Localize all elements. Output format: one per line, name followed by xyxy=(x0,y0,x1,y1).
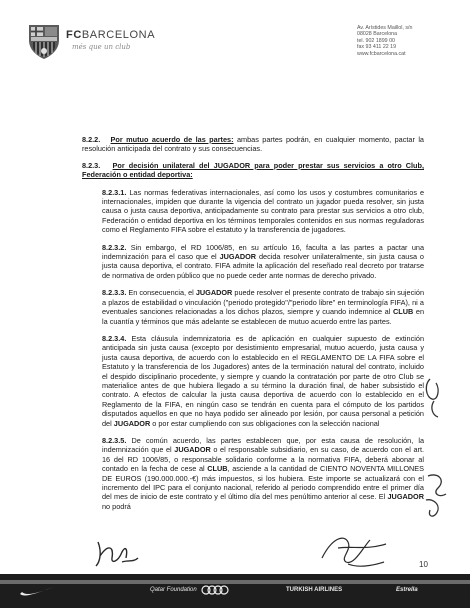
audi-rings-icon xyxy=(200,584,230,596)
sponsor-footer xyxy=(0,574,470,608)
handwritten-initial-icon xyxy=(420,470,454,520)
sponsor-qatar-foundation: Qatar Foundation xyxy=(150,587,197,593)
handwritten-signature-icon xyxy=(92,538,140,570)
page-number: 10 xyxy=(419,560,428,569)
clause-8-2-3-heading: 8.2.3. Por decisión unilateral del JUGADOR para poder prestar sus servicios a otro Club, Federación o entidad deportiva: xyxy=(82,160,424,180)
handwritten-initial-icon xyxy=(420,375,450,420)
handwritten-signature-icon xyxy=(318,528,390,572)
brand-wordmark: FCBARCELONA xyxy=(66,29,156,41)
sponsor-turkish-airlines: TURKISH AIRLINES xyxy=(286,587,343,593)
clause-8-2-3-1: 8.2.3.1. Las normas federativas internacionales, así como los usos y costumbres comunitarios e internacionales, impiden que durante la vigencia del contrato un jugador pueda resolver, sin justa causa o justa causa deportiva, anticipadamente su contrato para prestar sus servicios a otro club, Federación o entidad deportiva en los términos temporales contenidos en sus normas reguladoras como el Reglamento FIFA sobre el estatuto y la transferencia de jugadores. xyxy=(102,187,425,235)
clause-8-2-2: 8.2.2. Por mutuo acuerdo de las partes: ambas partes podrán, en cualquier momento, pactar la resolución anticipada del contrato y sus consecuencias. xyxy=(82,135,424,154)
sponsor-estrella: Estrella xyxy=(396,587,418,593)
clause-8-2-3-5: 8.2.3.5. De común acuerdo, las partes establecen que, por esta causa de resolución, la indemnización que el JUGADOR o el responsable subsidiario, en su caso, de acuerdo con el art. 16 del RD 1006/85, o responsable solidario conforme a la normativa FIFA, deberá abonar al contado en la fecha de cese al CLUB, asciende a la cantidad de CIENTO NOVENTA MILLONES DE EUROS (190.000.000.-€) más impuestos, si los hubiera. Este importe se actualizará con el incremento del IPC para el conjunto nacional, referido al periodo comprendido entre el primer día del mes de inicio de este contrato y el último día del mes penúltimo anterior al cese. El JUGADOR no podrá xyxy=(102,435,425,511)
clause-8-2-3-3: 8.2.3.3. En consecuencia, el JUGADOR puede resolver el presente contrato de trabajo sin sujeción a plazos de estabilidad o vinculación ("periodo protegido"/"periodo libre" en terminología FIFA), ni a eventuales sanciones relacionadas a los dichos plazos, siempre y cuando indemnice al CLUB en la cuantía y términos que más adelante se establecen de mutuo acuerdo entre las partes. xyxy=(102,288,425,326)
clause-8-2-3-4: 8.2.3.4. Esta cláusula indemnizatoria es de aplicación en cualquier supuesto de extinción anticipada sin justa causa (excepto por desistimiento empresarial, mutuo acuerdo, justa causa y justa causa deportiva, de acuerdo con lo establecido en el REGLAMENTO DE LA FIFA sobre el Estatuto y la transferencia de los Jugadores) antes de la terminación natural del contrato, incluido el despido disciplinario procedente, y siempre y cuando la contratación por parte de otro Club se materialice antes de que hubiera llegado a su término la duración final, de haber subsistido el contrato. A efectos de calcular la justa causa deportiva de acuerdo con lo establecido en el Reglamento de la FIFA, en ningún caso se tendrán en cuenta para el cómputo de los partidos disputados aquellos en que no haya podido ser alineado por lesión, por causa personal a petición del JUGADOR o por estar cumpliendo con sus obligaciones con la selección nacional xyxy=(102,333,424,428)
brand-tagline: més que un club xyxy=(72,43,131,51)
club-address: Av. Arístides Maillol, s/n 08028 Barcelona tel. 902 1899 00 fax 93 411 22 19 www.fcbarcelona.cat xyxy=(357,25,413,57)
contract-body xyxy=(82,135,424,511)
clause-8-2-3-2: 8.2.3.2. Sin embargo, el RD 1006/85, en su artículo 16, faculta a las partes a pactar una indemnización para el caso que el JUGADOR decida resolver unilateralmente, sin justa causa o justa causa deportiva, el contrato. FIFA admite la aplicación del reseñado real decreto por tratarse de normativa de orden público que no puede ceder ante normas de derecho privado. xyxy=(102,242,425,280)
nike-swoosh-icon xyxy=(18,584,58,598)
fc-barcelona-crest-icon xyxy=(27,22,61,60)
